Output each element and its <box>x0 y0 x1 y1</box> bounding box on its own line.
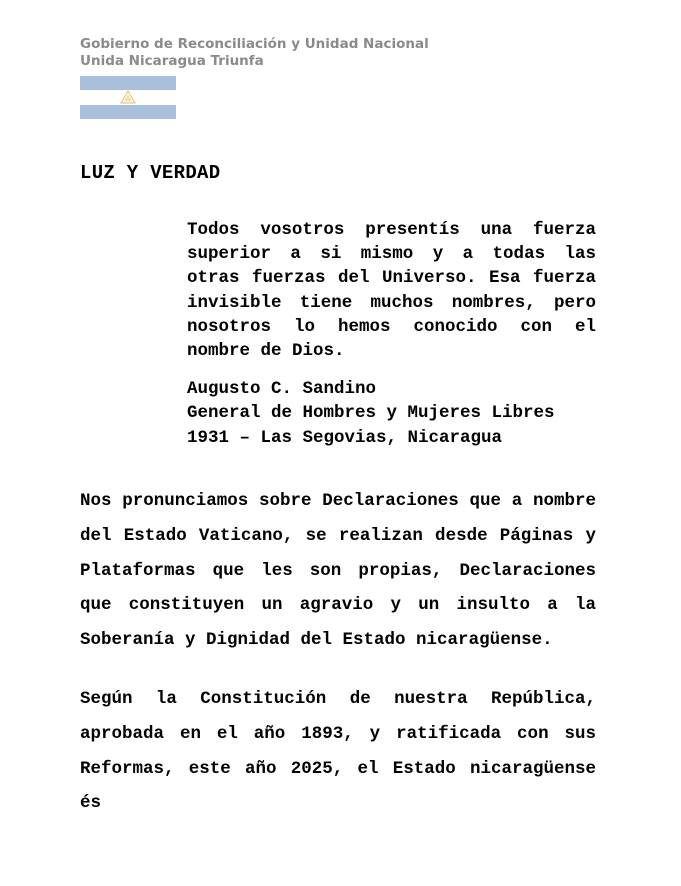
header-government-name: Gobierno de Reconciliación y Unidad Nacional <box>80 36 429 52</box>
quote-signature <box>187 377 596 450</box>
document-header <box>80 36 429 70</box>
body-paragraph-2: Según la Constitución de nuestra República, aprobada en el año 1893, y ratificada con sus Reformas, este año 2025, el Estado nicaragüense és <box>80 688 596 814</box>
document-body <box>80 484 596 821</box>
quote-author: Augusto C. Sandino <box>187 379 377 400</box>
coat-of-arms-icon <box>120 90 136 104</box>
body-paragraph-1: Nos pronunciamos sobre Declaraciones que a nombre del Estado Vaticano, se realizan desde Páginas y Plataformas que les son propias, Declaraciones que constituyen un agravio y un insulto a la Soberanía y Dignidad del Estado nicaragüense. <box>80 491 596 651</box>
flag-band-bottom <box>80 105 176 119</box>
quote-text: Todos vosotros presentís una fuerza superior a si mismo y a todas las otras fuerzas del Universo. Esa fuerza invisible tiene muchos nombres, pero nosotros lo hemos conocido con el nombre de Dios. <box>187 220 596 362</box>
sandino-quote <box>187 218 596 450</box>
quote-author-role: General de Hombres y Mujeres Libres <box>187 403 555 424</box>
quote-place-date: 1931 – Las Segovias, Nicaragua <box>187 427 503 448</box>
header-slogan: Unida Nicaragua Triunfa <box>80 53 264 69</box>
nicaragua-flag-icon <box>80 76 176 119</box>
flag-band-top <box>80 76 176 90</box>
page-title: LUZ Y VERDAD <box>80 162 221 184</box>
